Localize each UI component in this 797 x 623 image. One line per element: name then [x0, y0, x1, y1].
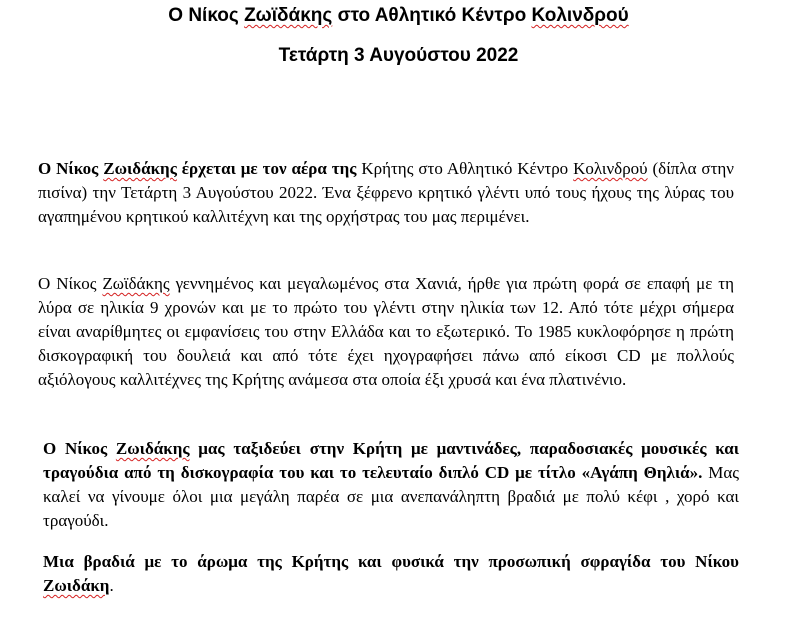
p3-bold-name: Ζωιδάκης: [115, 439, 190, 458]
p2-text-a: Ο Νίκος: [38, 274, 103, 293]
title-place-misspelled: Κολινδρού: [531, 5, 629, 26]
date-heading: Τετάρτη 3 Αυγούστου 2022: [278, 45, 519, 66]
p1-place: Κολινδρού: [573, 159, 648, 178]
document-title: [0, 4, 797, 28]
p1-bold-b: έρχεται με τον αέρα της: [176, 159, 357, 178]
p4-bold-name: Ζωιδάκη: [43, 576, 110, 595]
title-part-1: Ο Νίκος: [168, 5, 245, 26]
p4-end: .: [109, 576, 114, 595]
p3-bold-a: Ο Νίκος: [43, 439, 116, 458]
p1-text-a: Κρήτης στο Αθλητικό Κέντρο: [356, 159, 574, 178]
p3-text: Μας καλεί να γίνουμε όλοι μια μεγάλη παρέα σε μια ανεπανάληπτη βραδιά με πολύ κέφι , χορό και τραγούδι.: [43, 463, 739, 530]
p1-bold-name: Ζωιδάκης: [103, 159, 177, 178]
p2-name: Ζωϊδάκης: [102, 274, 170, 293]
paragraph-biography: [38, 272, 734, 392]
paragraph-intro: [38, 157, 734, 229]
title-part-3: στο Αθλητικό Κέντρο: [332, 5, 532, 26]
p4-bold-a: Μια βραδιά με το άρωμα της Κρήτης και φυσικά την προσωπική σφραγίδα του Νίκου: [43, 552, 739, 571]
paragraph-program: [38, 437, 739, 533]
p1-bold-a: Ο Νίκος: [38, 159, 104, 178]
p2-text-b: γεννημένος και μεγαλωμένος στα Χανιά, ήρθε για πρώτη φορά σε επαφή με τη λύρα σε ηλικία 9 χρονών και με το πρώτο του γλέντι στην ηλικία των 12. Από τότε μέχρι σήμερα είναι αναρίθμητες οι εμφανίσεις του στην Ελλάδα και το εξωτερικό. Το 1985 κυκλοφόρησε η πρώτη δισκογραφική του δουλειά και από τότε έχει ηχογραφήσει πάνω από είκοσι CD με πολλούς αξιόλογους καλλιτέχνες της Κρήτης ανάμεσα στα οποία έξι χρυσά και ένα πλατινένιο.: [38, 274, 734, 389]
p1-text-b: (δίπλα στην πισίνα) την Τετάρτη 3 Αυγούστου 2022. Ένα ξέφρενο κρητικό γλέντι υπό τους ήχους της λύρας του αγαπημένου κρητικού καλλιτέχνη και της ορχήστρας του μας περιμένει.: [38, 159, 734, 226]
paragraph-closing: [38, 550, 739, 598]
p3-bold-b: μας ταξιδεύει στην Κρήτη με μαντινάδες, παραδοσιακές μουσικές και τραγούδια από τη δισκογραφία του και το τελευταίο διπλό CD με τίτλο «Αγάπη Θηλιά».: [43, 439, 739, 482]
title-name-misspelled: Ζωϊδάκης: [244, 5, 333, 26]
